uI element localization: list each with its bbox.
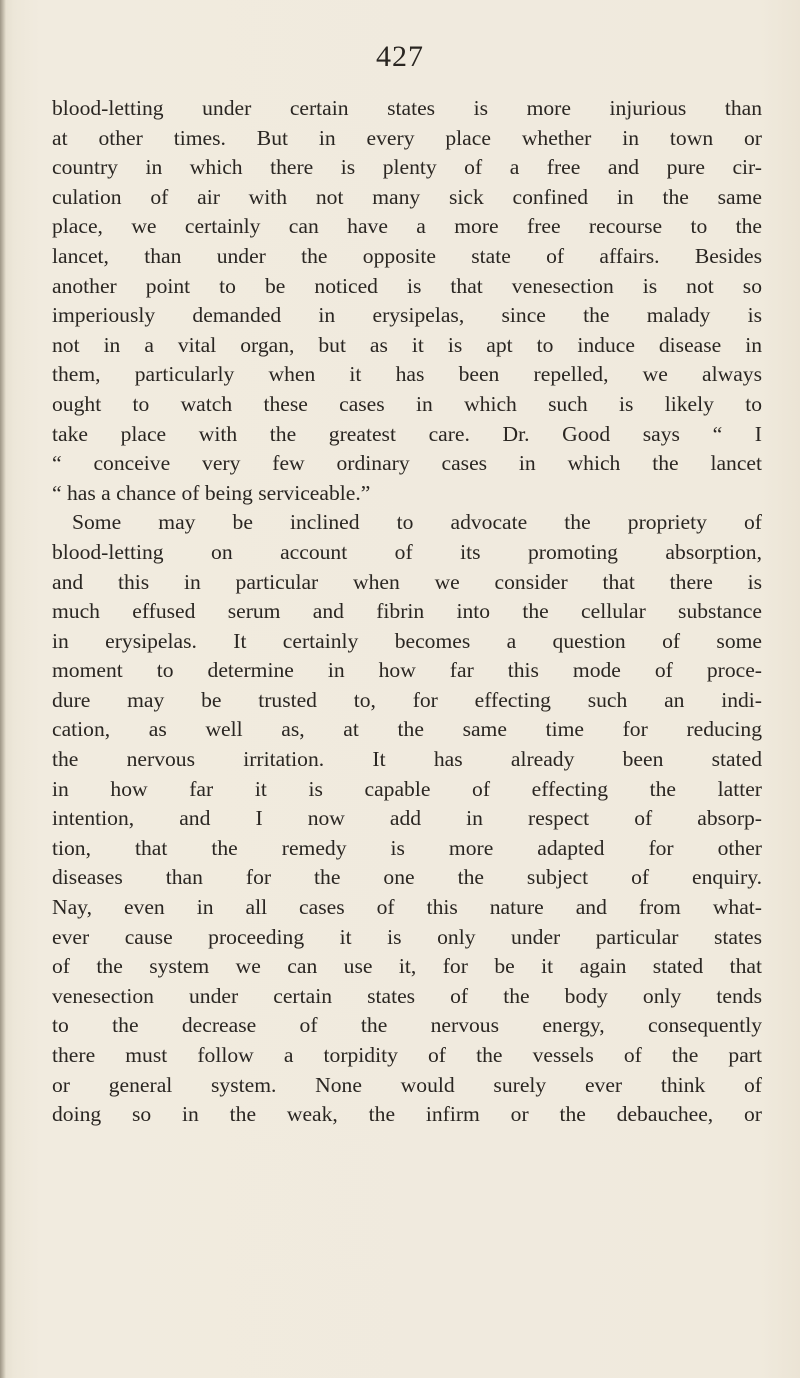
text-line-20: moment to determine in how far this mode of proce-: [52, 658, 762, 683]
text-line-25: intention, and I now add in respect of absorp-: [52, 806, 762, 831]
text-line-15: Some may be inclined to advocate the propriety of: [72, 510, 762, 535]
text-line-10: them, particularly when it has been repelled, we always: [52, 362, 762, 387]
text-line-4: culation of air with not many sick confined in the same: [52, 184, 762, 209]
text-line-27: diseases than for the one the subject of enquiry.: [52, 865, 762, 890]
text-line-29: ever cause proceeding it is only under particular states: [52, 924, 762, 949]
page-number: 427: [376, 40, 424, 73]
text-line-34: or general system. None would surely ever think of: [52, 1072, 762, 1097]
text-line-8: imperiously demanded in erysipelas, since the malady is: [52, 303, 762, 328]
text-line-12: take place with the greatest care. Dr. Good says “ I: [52, 421, 762, 446]
text-line-7: another point to be noticed is that venesection is not so: [52, 273, 762, 298]
text-line-26: tion, that the remedy is more adapted for other: [52, 835, 762, 860]
text-line-22: cation, as well as, at the same time for reducing: [52, 717, 762, 742]
text-line-35: doing so in the weak, the infirm or the debauchee, or: [52, 1102, 762, 1127]
text-line-1: blood-letting under certain states is more injurious than: [52, 96, 762, 120]
text-line-31: venesection under certain states of the body only tends: [52, 983, 762, 1008]
text-line-3: country in which there is plenty of a free and pure cir-: [52, 155, 762, 180]
text-line-14: “ has a chance of being serviceable.”: [52, 480, 371, 505]
text-line-24: in how far it is capable of effecting the latter: [52, 776, 762, 801]
text-line-33: there must follow a torpidity of the vessels of the part: [52, 1043, 762, 1067]
text-line-30: of the system we can use it, for be it again stated that: [52, 954, 762, 979]
page-gutter-shadow: [0, 0, 6, 1378]
text-line-16: blood-letting on account of its promoting absorption,: [52, 539, 762, 564]
text-line-5: place, we certainly can have a more free recourse to the: [52, 214, 762, 239]
text-line-6: lancet, than under the opposite state of affairs. Besides: [52, 243, 762, 268]
text-line-32: to the decrease of the nervous energy, consequently: [52, 1013, 762, 1038]
text-line-2: at other times. But in every place whether in town or: [52, 125, 762, 150]
text-line-28: Nay, even in all cases of this nature and from what-: [52, 895, 762, 920]
text-line-17: and this in particular when we consider that there is: [52, 569, 762, 594]
text-line-23: the nervous irritation. It has already been stated: [52, 747, 762, 772]
text-line-9: not in a vital organ, but as it is apt to induce disease in: [52, 332, 762, 357]
text-line-18: much effused serum and fibrin into the cellular substance: [52, 599, 762, 624]
body-text: [52, 94, 762, 1130]
text-line-13: “ conceive very few ordinary cases in which the lancet: [52, 451, 762, 476]
text-line-19: in erysipelas. It certainly becomes a question of some: [52, 628, 762, 653]
text-line-21: dure may be trusted to, for effecting such an indi-: [52, 687, 762, 712]
text-line-11: ought to watch these cases in which such is likely to: [52, 391, 762, 416]
